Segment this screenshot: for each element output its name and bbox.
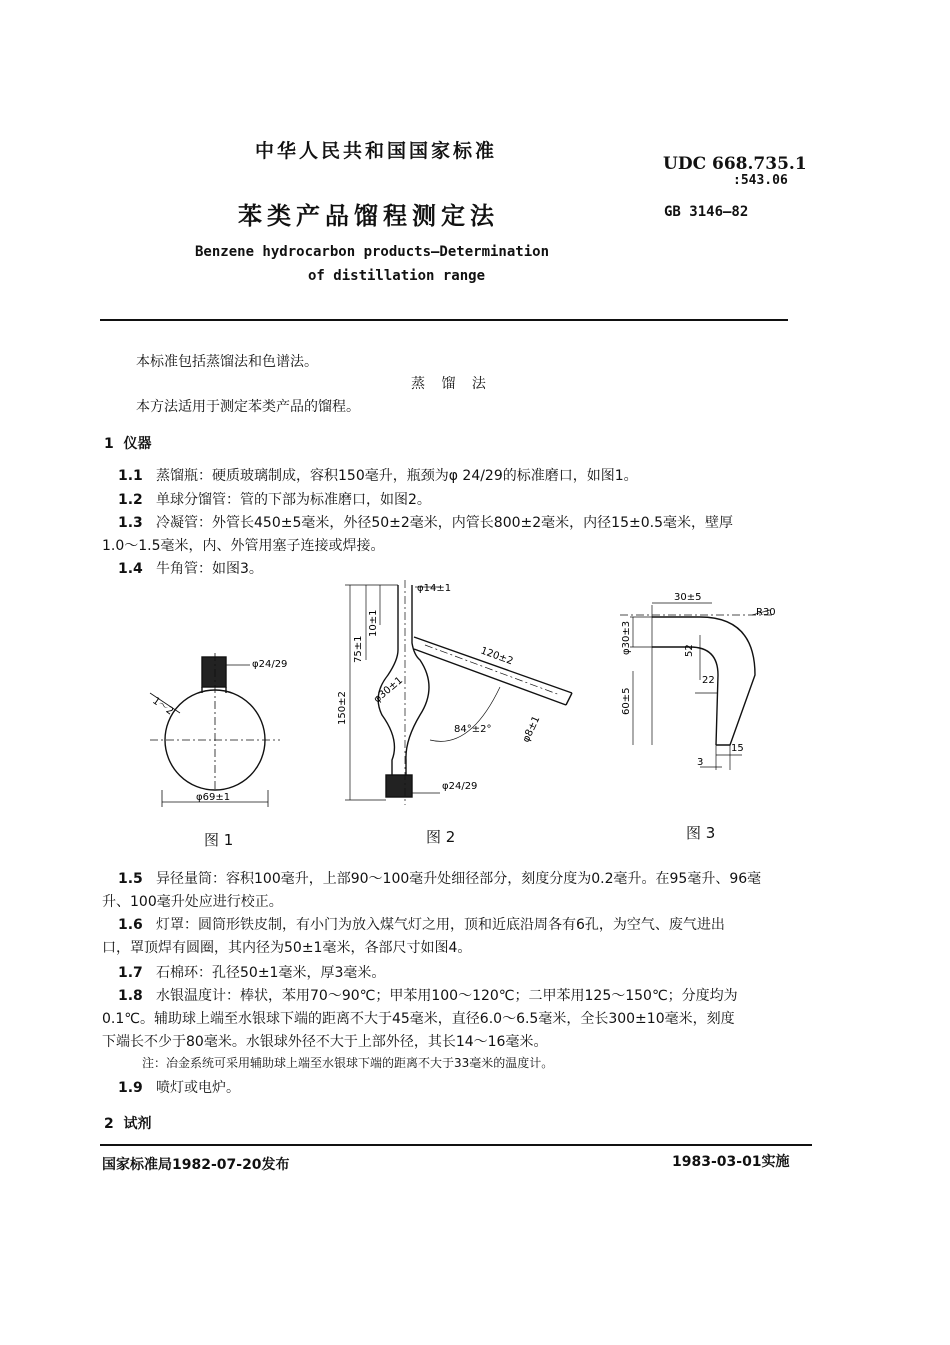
tube-ground-joint [386, 775, 412, 797]
fig2-top-dia: φ14±1 [417, 583, 452, 594]
fig2-bulb: φ30±1 [371, 674, 406, 706]
clause-number: 1.7 [118, 965, 143, 981]
fig3-dia: φ30±3 [621, 620, 632, 655]
figure-1-flask [150, 653, 280, 807]
figures-svg [0, 575, 950, 850]
clause-1-1 [118, 465, 638, 485]
clause-1-8 [118, 985, 738, 1005]
tube-right-wall [406, 585, 429, 775]
fig1-diameter-label: φ69±1 [196, 792, 231, 803]
clause-1-8-continued: 0.1℃。辅助球上端至水银球下端的距离不大于45毫米，直径6.0～6.5毫米，全长300±10毫米，刻度 [102, 1011, 735, 1027]
method-heading: 蒸 馏 法 [411, 376, 492, 392]
fig2-total150: 150±2 [337, 691, 348, 725]
fig1-neck-label: φ24/29 [252, 659, 288, 670]
clause-text: 灯罩：圆筒形铁皮制，有小门为放入煤气灯之用，顶和近底沿周各有6孔，为空气、废气进出 [156, 917, 725, 933]
clause-1-5 [118, 868, 761, 888]
fig3-len22: 22 [702, 675, 715, 686]
english-title-line1: Benzene hydrocarbon products—Determination [195, 244, 550, 260]
gb-code: GB 3146—82 [664, 204, 749, 220]
clause-number: 1.6 [118, 917, 143, 933]
fig3-top: 30±5 [674, 592, 702, 603]
issued-date: 国家标准局1982-07-20发布 [102, 1157, 290, 1173]
clause-text: 石棉环：孔径50±1毫米，厚3毫米。 [156, 965, 386, 981]
clause-1-2 [118, 489, 431, 509]
figure-3-adapter [620, 603, 775, 770]
clause-1-3-continued: 1.0～1.5毫米，内、外管用塞子连接或焊接。 [102, 538, 385, 554]
flask-ground-joint [202, 657, 226, 687]
clause-text: 单球分馏管：管的下部为标准磨口，如图2。 [156, 492, 431, 508]
clause-1-8-continued-2: 下端长不少于80毫米。水银球外径不大于上部外径，其长14～16毫米。 [102, 1034, 548, 1050]
clause-text: 蒸馏瓶：硬质玻璃制成，容积150毫升，瓶颈为φ 24/29的标准磨口，如图1。 [156, 468, 638, 484]
clause-number: 1.3 [118, 515, 143, 531]
clause-text: 异径量筒：容积100毫升，上部90～100毫升处细径部分，刻度分度为0.2毫升。在95毫升、96毫 [156, 871, 762, 887]
clause-1-6-continued: 口，罩顶焊有圆圈，其内径为50±1毫米，各部尺寸如图4。 [102, 940, 472, 956]
effective-date: 1983-03-01实施 [672, 1154, 790, 1170]
section-1-heading [104, 433, 152, 453]
clause-text: 冷凝管：外管长450±5毫米，外径50±2毫米，内管长800±2毫米，内径15±0.5毫米，壁厚 [156, 515, 733, 531]
fig2-seg75: 75±1 [353, 635, 364, 663]
fig2-seg10: 10±1 [368, 609, 379, 637]
clause-number: 1.9 [118, 1080, 143, 1096]
applicability-text: 本方法适用于测定苯类产品的馏程。 [136, 399, 360, 415]
udc-code-continued: :543.06 [733, 173, 788, 188]
fig2-arm120: 120±2 [478, 645, 515, 668]
clause-text: 喷灯或电炉。 [156, 1080, 240, 1096]
header-divider [100, 319, 788, 321]
figure-3-caption: 图 3 [686, 824, 716, 842]
fig2-arm-dia: φ8±1 [520, 714, 543, 745]
footer-divider [100, 1144, 812, 1146]
section-number: 2 [104, 1116, 114, 1132]
clause-1-9 [118, 1077, 240, 1097]
clause-1-5-continued: 升、100毫升处应进行校正。 [102, 894, 283, 910]
section-2-heading [104, 1113, 152, 1133]
fig3-len3: 3 [697, 757, 704, 768]
clause-text: 牛角管：如图3。 [156, 561, 263, 577]
adapter-inner [652, 647, 718, 745]
fig3-len52: 52 [684, 644, 695, 657]
fig3-len15: 15 [731, 743, 744, 754]
english-title-line2: of distillation range [308, 268, 486, 284]
fig2-joint: φ24/29 [442, 781, 478, 792]
clause-1-8-note: 注：冶金系统可采用辅助球上端至水银球下端的距离不大于33毫米的温度计。 [142, 1056, 554, 1070]
fig2-angle: 84°±2° [454, 724, 492, 735]
clause-number: 1.5 [118, 871, 143, 887]
fig1-wall-label: 1～2 [150, 695, 176, 718]
figure-2-caption: 图 2 [426, 828, 456, 846]
clause-number: 1.2 [118, 492, 143, 508]
fig3-radius: R30 [756, 607, 776, 618]
udc-code: UDC 668.735.1 [663, 154, 807, 174]
scope-text: 本标准包括蒸馏法和色谱法。 [136, 354, 318, 370]
issuing-country-standard: 中华人民共和国国家标准 [255, 140, 498, 162]
section-title: 仪器 [123, 436, 152, 452]
clause-1-6 [118, 914, 725, 934]
clause-1-3 [118, 512, 733, 532]
clause-number: 1.4 [118, 561, 143, 577]
clause-number: 1.8 [118, 988, 143, 1004]
document-title: 苯类产品馏程测定法 [238, 202, 499, 230]
clause-1-7 [118, 962, 385, 982]
section-title: 试剂 [123, 1116, 152, 1132]
section-number: 1 [104, 436, 114, 452]
fig3-len60: 60±5 [621, 687, 632, 715]
figure-1-caption: 图 1 [204, 831, 234, 849]
clause-text: 水银温度计：棒状，苯用70～90℃；甲苯用100～120℃；二甲苯用125～150℃；分度均为 [156, 988, 738, 1004]
clause-number: 1.1 [118, 468, 143, 484]
